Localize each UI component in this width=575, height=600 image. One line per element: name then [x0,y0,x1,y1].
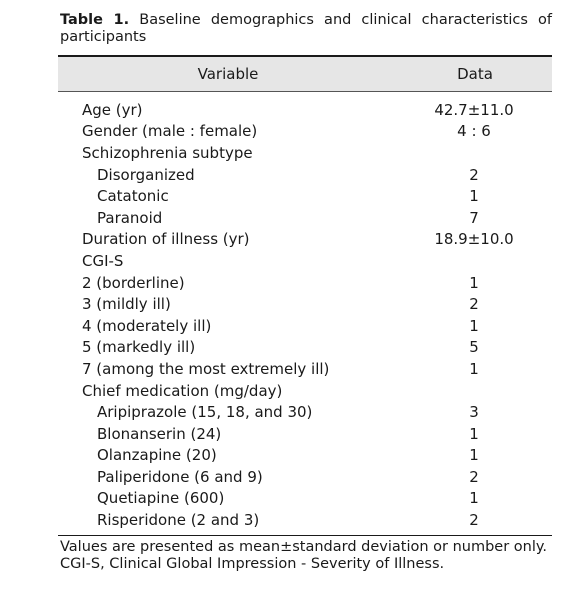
row-variable-cell: Risperidone (2 and 3) [97,511,260,530]
row-variable-cell: Paranoid [97,208,163,227]
table-body [58,92,552,531]
row-variable-cell: Age (yr) [82,100,143,119]
table-row [58,358,552,380]
row-data-cell: 42.7±11.0 [434,100,514,119]
row-data-cell: 3 [469,403,479,422]
table-row [58,337,552,359]
table-row [58,509,552,531]
row-variable-cell: Duration of illness (yr) [82,230,250,249]
row-variable-cell: Olanzapine (20) [97,446,217,465]
row-data-cell: 18.9±10.0 [434,230,514,249]
row-data-cell: 2 [469,165,479,184]
row-variable-cell: Schizophrenia subtype [82,143,253,162]
table-row [58,229,552,251]
row-variable-cell: Paliperidone (6 and 9) [97,467,263,486]
table-row [58,164,552,186]
footnote-cgis: CGI-S, Clinical Global Impression - Severity of Illness. [60,555,445,572]
row-data-cell: 2 [469,467,479,486]
table-header-row [58,57,552,92]
column-header-data: Data [457,65,493,83]
row-data-cell: 1 [469,273,479,292]
table-row [58,99,552,121]
table-row [58,380,552,402]
table-footnotes [60,539,550,572]
row-variable-cell: Catatonic [97,187,169,206]
row-data-cell: 1 [469,316,479,335]
table-row [58,423,552,445]
table-caption-label: Table 1. [60,12,130,28]
row-variable-cell: CGI-S [82,251,124,270]
table-row [58,315,552,337]
row-variable-cell: 7 (among the most extremely ill) [82,359,330,378]
table-row [58,445,552,467]
table-row [58,250,552,272]
row-variable-cell: Chief medication (mg/day) [82,381,283,400]
column-header-variable: Variable [197,65,259,83]
table-row [58,142,552,164]
table-caption [60,12,552,46]
row-variable-cell: 2 (borderline) [82,273,185,292]
row-data-cell: 7 [469,208,479,227]
row-data-cell: 4 : 6 [457,122,491,141]
table-row [58,293,552,315]
row-variable-cell: 5 (markedly ill) [82,338,196,357]
table-row [58,466,552,488]
row-data-cell: 1 [469,424,479,443]
table-row [58,185,552,207]
row-data-cell: 2 [469,511,479,530]
row-variable-cell: Blonanserin (24) [97,424,222,443]
table-row [58,401,552,423]
table-caption-text: Baseline demographics and clinical characteristics of participants [60,12,553,45]
row-data-cell: 2 [469,295,479,314]
table-row [58,488,552,510]
row-variable-cell: 3 (mildly ill) [82,295,171,314]
row-variable-cell: 4 (moderately ill) [82,316,212,335]
row-variable-cell: Quetiapine (600) [97,489,225,508]
row-data-cell: 1 [469,489,479,508]
row-variable-cell: Disorganized [97,165,195,184]
footnote-values: Values are presented as mean±standard deviation or number only. [60,539,547,555]
row-variable-cell: Aripiprazole (15, 18, and 30) [97,403,313,422]
row-data-cell: 1 [469,446,479,465]
row-variable-cell: Gender (male : female) [82,122,258,141]
table-row [58,121,552,143]
row-data-cell: 1 [469,359,479,378]
table-row [58,207,552,229]
row-data-cell: 5 [469,338,479,357]
table-row [58,272,552,294]
demographics-table [58,55,552,536]
table-bottom-rule [58,535,552,537]
row-data-cell: 1 [469,187,479,206]
